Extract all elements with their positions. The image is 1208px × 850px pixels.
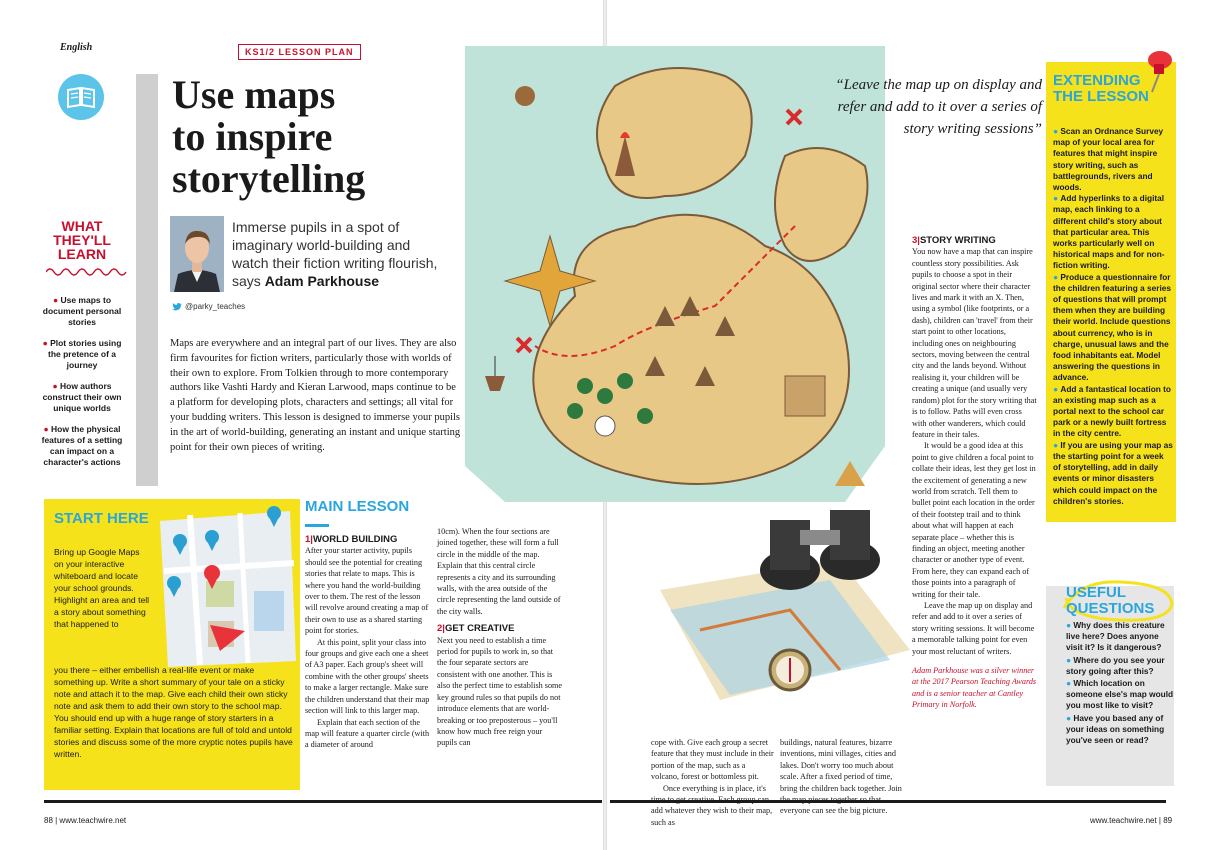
section-heading: 2|GET CREATIVE — [437, 623, 515, 635]
subject-label: English — [60, 42, 93, 53]
learn-title: WHAT THEY'LL LEARN — [53, 218, 111, 262]
squiggle-divider — [46, 266, 130, 278]
learn-list — [40, 295, 124, 478]
book-icon — [58, 74, 104, 120]
questions-title: USEFUL QUESTIONS — [1066, 584, 1155, 617]
extending-item: ● Add hyperlinks to a digital map, each linking to a different child's story about that particular area. This works particularly well on historical maps and for non-fiction writing. — [1053, 193, 1165, 271]
learn-item: ● Use maps to document personal stories — [42, 295, 122, 327]
author-name: Adam Parkhouse — [264, 273, 380, 289]
author-photo — [170, 216, 224, 292]
lesson-plan-tag: KS1/2 LESSON PLAN — [238, 44, 361, 60]
footer-right[interactable]: www.teachwire.net | 89 — [1090, 816, 1173, 825]
pull-quote: “Leave the map up on display and refer and add to it over a series of story writing sessions” — [835, 77, 1042, 137]
twitter-handle[interactable]: @parky_teaches — [172, 302, 245, 311]
section-heading: 1|WORLD BUILDING — [305, 534, 398, 545]
lesson-column-5: 3|STORY WRITING You now have a map that can inspire countless story possibilities. Ask pupils to choose a spot in their original sector where their character lives and mark it with an X. Then, using a symbol (like footprints, or a dash), children can 'travel' from their start point to other locations, including ones on neighbouring sectors, moving between the central city and the lands beyond. Without realising it, your children will be creating a unique (and usually very random) plot for the story writing that is to follow. Paths will even cross with other wanderers, which could feature in their tales. It would be a good idea at this point to give children a focal point to collate their ideas, lest they get lost in the excitement of generating a new world from scratch. Tell them to bullet point each location in the order of their footstep trail and to think about what will happen at each separate place – whether this is finding an object, meeting another character or another type of event. From here, they can expand each of those points into a paragraph of writing for their tale. Leave the map up on display and refer and add to it over a series of story writing sessions. It will become a memorable talking point for even your most reluctant of writers. Adam Parkhouse was a silver winner at the 2017 Pearson Teaching Awards and is a senior teacher at Cantley Primary in Norfolk. — [912, 235, 1037, 710]
title-accent-bar — [136, 74, 158, 486]
extending-item: ● Add a fantastical location to an existing map such as a portal next to the school car park or a newly built fortress in the city centre. — [1053, 383, 1171, 439]
question-item: ● Have you based any of your ideas on something you've seen or read? — [1066, 712, 1165, 746]
lesson-column-1: 1|WORLD BUILDING After your starter activity, pupils should see the potential for creating stories that relate to maps. This is where you hand the world-building over to them. The rest of the lesson will revolve around creating a map of their own to use as a shared starting point for stories. At this point, split your class into four groups and give each one a sheet of A3 paper. Each group's sheet will combine with the other groups' sheets to make a larger rectangle. Make sure the children understand that their map section will link to this larger map. Explain that each section of the map will feature a quarter circle (with a diameter of around — [305, 534, 430, 750]
learn-item: ● How the physical features of a setting can impact on a character's actions — [41, 424, 123, 467]
question-item: ● Why does this creature live here? Does anyone visit it? Is it dangerous? — [1066, 620, 1165, 653]
footer-rule-left — [44, 800, 602, 803]
main-lesson-rule — [305, 524, 329, 527]
questions-list — [1066, 620, 1174, 747]
start-here-title: START HERE — [54, 510, 149, 527]
binoculars-photo — [640, 500, 916, 732]
intro-paragraph: Maps are everywhere and an integral part of our lives. They are also firm favourites for fiction writers, particularly those with worlds of their own to explore. From Tolkien through to more contemporary authors like Vashti Hardy and Kieran Larwood, maps continue to be a platform for developing plots, characters and settings; all vital for your budding writers. This lesson is designed to immerse your pupils in the art of world-building, generating an instant and unique starting point for their own pieces of writing. — [170, 338, 461, 453]
start-here-text: Bring up Google Maps on your interactive whiteboard and locate your school grounds. Highlight an area and tell a story about something that happened to — [54, 547, 150, 629]
main-lesson-title: MAIN LESSON — [305, 498, 410, 515]
extending-item: ● If you are using your map as the starting point for a week of storytelling, add in daily events or minor disasters which could impact on the children's stories. — [1053, 439, 1173, 506]
extending-item: ● Produce a questionnaire for the children featuring a series of questions that will prompt them when they are building their world. Include questions about currency, who is in charge, unusual laws and the food inhabitants eat. Model answering the questions in advance. — [1053, 271, 1172, 383]
question-item: ● Which location on someone else's map would you most like to visit? — [1066, 678, 1174, 711]
page-title: Use maps to inspire storytelling — [172, 72, 366, 201]
pushpin-icon — [1140, 46, 1176, 96]
map-pins-illustration — [150, 501, 298, 669]
standfirst: Immerse pupils in a spot of imaginary world-building and watch their fiction writing flourish, says Adam Parkhouse — [232, 219, 438, 289]
lesson-column-4: buildings, natural features, bizarre inventions, mini villages, cities and lakes. Don't worry too much about scale. After a fixed period of time, bring the children back together. Join everyone can see the big picture. — [780, 738, 902, 816]
learn-item: ● Plot stories using the pretence of a journey — [42, 338, 122, 370]
extending-item: ● Scan an Ordnance Survey map of your local area for features that might inspire story writing, such as battlegrounds, rivers and woods. — [1053, 126, 1164, 193]
extending-list — [1053, 126, 1173, 507]
author-bio: Adam Parkhouse was a silver winner at the 2017 Pearson Teaching Awards and is a senior teacher at Cantley Primary in Norfolk. — [912, 666, 1037, 710]
lesson-column-3: cope with. Give each group a secret feature that they must include in their portion of the map, such as a volcano, forest or bottomless pit. Once everything is in place, it's add whatever they wish to their map, such as — [651, 738, 774, 827]
learn-item: ● How authors construct their own unique worlds — [42, 381, 122, 413]
lesson-column-2: 10cm). When the four sections are joined together, these will form a full circle in the middle of the map. Explain that this central circle represents a city and its surrounding walls, with the area outside of the circle representing the land outside of the city walls. 2|GET CREATIVE Next you need to establish a time period for pupils to work in, so that the four separate sectors are consistent with one another. This is also the perfect time to establish some key ground rules so that pupils do not introduce elements that are world-breaking or too preposterous – you'll know how much free reign your pupils can — [437, 527, 563, 748]
section-heading: 3|STORY WRITING — [912, 235, 996, 246]
footer-rule-right — [610, 800, 1166, 803]
twitter-icon — [172, 303, 182, 311]
footer-left[interactable]: 88 | www.teachwire.net — [44, 816, 127, 825]
extending-title: EXTENDING THE LESSON — [1053, 72, 1149, 105]
question-item: ● Where do you see your story going after this? — [1066, 654, 1165, 676]
start-here-text-continued: you there – either embellish a real-life event or make something up. Write a short summary of your tale on a sticky note and attach it to the map. Give each child their own sticky note and ask them to add their own story to the school map. You should end up with a huge range of story starters in a familiar setting. Explain that locations are full of told and untold stories and discuss some of the more cryptic notes pupils have written. — [54, 665, 293, 759]
